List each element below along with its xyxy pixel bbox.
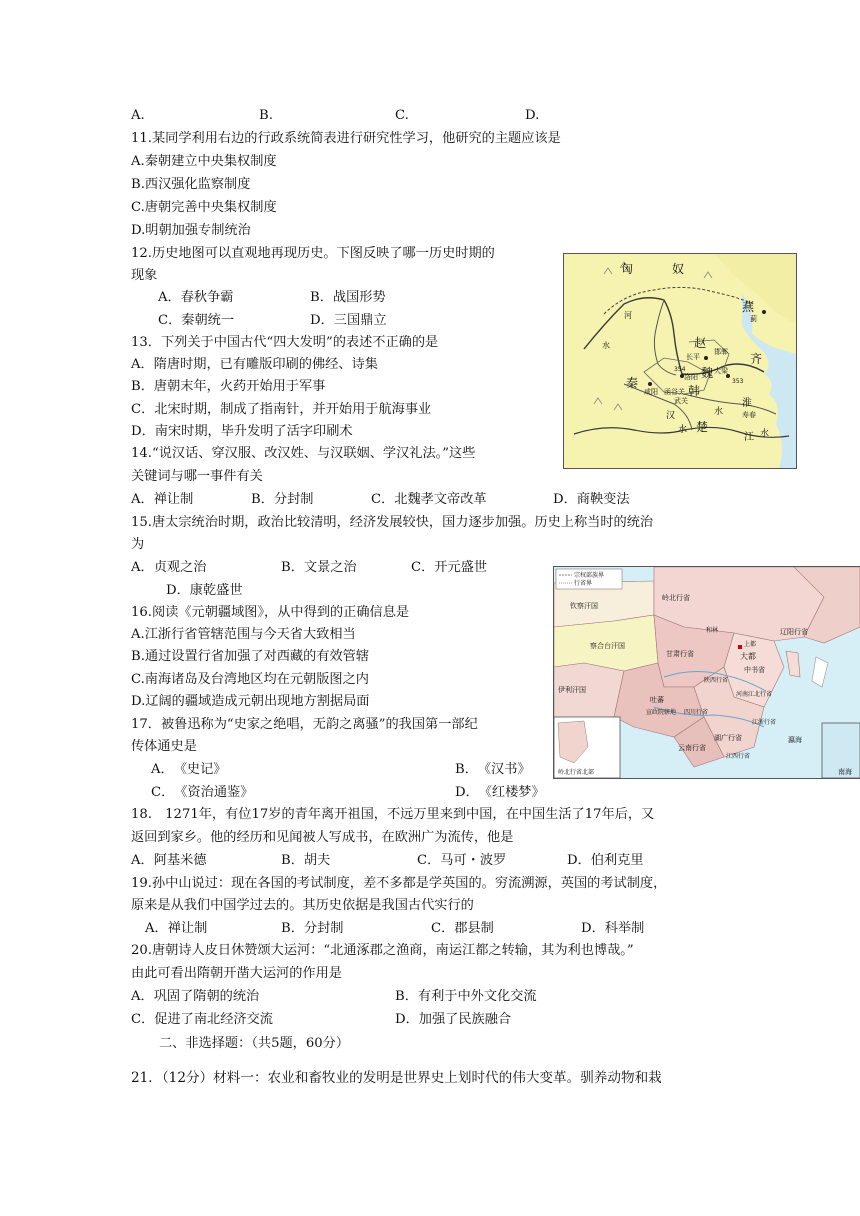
map2-label: 云南行省 xyxy=(678,744,706,752)
q17-option-c: C． 《资治通鉴》 xyxy=(151,785,254,800)
map1-label: 韩 xyxy=(688,384,701,398)
q18-option-c: C．马可・波罗 xyxy=(417,853,507,868)
map1-label: 函谷关 xyxy=(664,388,685,396)
q15-option-b: B．文景之治 xyxy=(281,560,357,575)
warring-states-map xyxy=(563,253,797,469)
q12-option-c: C．秦朝统一 xyxy=(158,313,235,328)
q12-stem: 12.历史地图可以直观地再现历史。下图反映了哪一历史时期的 xyxy=(131,246,495,261)
map2-label: 辽阳行省 xyxy=(780,628,808,636)
map1-label: 匈 xyxy=(621,262,634,276)
map1-label: 齐 xyxy=(750,352,763,366)
q19-option-a: A．禅让制 xyxy=(145,921,208,936)
q10-option-c: C. xyxy=(395,108,409,123)
map1-label: 洛阳 xyxy=(684,373,698,381)
q10-option-d: D. xyxy=(525,108,540,123)
q14-stem-cont: 关键词与哪一事件有关 xyxy=(131,469,263,484)
q13-stem: 13．下列关于中国古代“四大发明”的表述不正确的是 xyxy=(131,335,439,350)
q20-option-c: C．促进了南北经济交流 xyxy=(131,1012,273,1027)
q16-option-b: B.通过设置行省加强了对西藏的有效管辖 xyxy=(131,649,370,664)
q13-option-a: A．隋唐时期，已有雕版印刷的佛经、诗集 xyxy=(131,357,378,372)
q17-stem: 17．被鲁迅称为“史家之绝唱，无韵之离骚”的我国第一部纪 xyxy=(131,717,478,732)
map2-label: 四川行省 xyxy=(684,709,709,716)
q16-option-c: C.南海诸岛及台湾地区均在元朝版图之内 xyxy=(131,672,369,687)
q19-option-c: C．郡县制 xyxy=(431,921,494,936)
map1-label: 奴 xyxy=(672,262,685,276)
q18-option-a: A．阿基米德 xyxy=(131,853,207,868)
q19-stem-cont: 原来是从我们中国学过去的。其历史依据是我国古代实行的 xyxy=(131,898,474,913)
q16-option-d: D.辽阔的疆域造成元朝出现地方割据局面 xyxy=(131,694,370,709)
map1-label: 咸阳 xyxy=(644,388,658,396)
q13-option-d: D．南宋时期，毕升发明了活字印刷术 xyxy=(131,424,353,439)
q19-option-b: B．分封制 xyxy=(281,921,344,936)
map2-label: 岭北行省北部 xyxy=(558,769,595,776)
map1-label: 淮 xyxy=(742,398,752,409)
map1-label: 大梁 xyxy=(714,367,728,375)
q17-option-b: B． 《汉书》 xyxy=(455,762,531,777)
q12-option-d: D．三国鼎立 xyxy=(310,313,387,328)
q21-stem: 21．（12分）材料一：农业和畜牧业的发明是世界史上划时代的伟大变革。驯养动物和栽 xyxy=(131,1070,662,1086)
map2-legend: 行省界 xyxy=(574,580,593,587)
map2-label: 陕西行省 xyxy=(704,677,729,684)
map1-label: 354 xyxy=(674,366,686,373)
map2-label: 上都 xyxy=(744,641,757,648)
q20-option-b: B．有利于中外文化交流 xyxy=(395,989,537,1004)
map1-label: 水 xyxy=(760,429,770,439)
map2-label: 察合台汗国 xyxy=(590,642,625,650)
map2-label: 江浙行省 xyxy=(752,719,777,726)
q15-stem: 15.唐太宗统治时期，政治比较清明，经济发展较快，国力逐步加强。历史上称当时的统治 xyxy=(131,515,654,530)
q15-option-d: D．康乾盛世 xyxy=(166,583,243,598)
map1-label: 水 xyxy=(602,341,610,350)
q14-option-b: B．分封制 xyxy=(251,492,314,507)
map2-label: 瀛海 xyxy=(788,736,802,744)
q15-stem-cont: 为 xyxy=(131,537,145,552)
yuan-territory-map xyxy=(553,566,860,779)
q11-option-d: D.明朝加强专制统治 xyxy=(131,223,251,238)
map2-label: 南海 xyxy=(838,768,852,776)
map1-label: 353 xyxy=(732,378,744,385)
map2-label: 宣政院辖地 xyxy=(646,709,677,716)
q17-option-d: D． 《红楼梦》 xyxy=(455,785,545,800)
q13-option-c: C．北宋时期，制成了指南针，并开始用于航海事业 xyxy=(131,402,432,417)
q18-option-b: B．胡夫 xyxy=(281,853,331,868)
q11-stem: 11.某同学利用右边的行政系统简表进行研究性学习，他研究的主题应该是 xyxy=(131,131,561,146)
map1-label: 水 xyxy=(714,407,724,417)
map2-label: 大都 xyxy=(740,652,756,661)
q20-option-d: D．加强了民族融合 xyxy=(395,1012,512,1027)
q14-option-d: D．商鞅变法 xyxy=(553,492,630,507)
q15-option-c: C．开元盛世 xyxy=(411,560,488,575)
map1-label: 江 xyxy=(744,432,754,443)
q14-stem: 14.“说汉话、穿汉服、改汉姓、与汉联姻、学汉礼法。”这些 xyxy=(131,446,476,461)
map1-label: 长平 xyxy=(686,353,700,361)
q11-option-c: C.唐朝完善中央集权制度 xyxy=(131,200,277,215)
map2-label: 江西行省 xyxy=(726,753,751,760)
q20-stem-cont: 由此可看出隋朝开凿大运河的作用是 xyxy=(131,966,342,981)
q14-option-a: A．禅让制 xyxy=(131,492,194,507)
q19-option-d: D．科举制 xyxy=(581,921,645,936)
q18-stem: 18. 1271年，有位17岁的青年离开祖国，不远万里来到中国，在中国生活了17年后，又 xyxy=(131,807,655,822)
map1-label: 河 xyxy=(624,311,632,320)
q18-option-d: D．伯利克里 xyxy=(567,853,644,868)
q11-option-b: B.西汉强化监察制度 xyxy=(131,177,251,192)
map1-label: 楚 xyxy=(696,420,709,434)
q13-option-b: B．唐朝末年，火药开始用于军事 xyxy=(131,379,326,394)
map2-label: 吐蕃 xyxy=(650,696,664,704)
q12-stem-cont: 现象 xyxy=(131,268,158,283)
q19-stem: 19.孙中山说过：现在各国的考试制度，差不多都是学英国的。穷流溯源，英国的考试制度， xyxy=(131,876,667,891)
q11-option-a: A.秦朝建立中央集权制度 xyxy=(131,154,277,169)
map2-label: 湖广行省 xyxy=(714,734,742,742)
map2-label: 中书省 xyxy=(744,666,765,674)
q16-stem: 16.阅读《元朝疆域图》，从中得到的正确信息是 xyxy=(131,605,410,620)
map1-label: 燕 xyxy=(742,300,755,314)
q12-option-a: A．春秋争霸 xyxy=(158,290,234,305)
q17-option-a: A． 《史记》 xyxy=(151,762,227,777)
map1-label: 蓟 xyxy=(750,315,757,323)
map1-label: 武关 xyxy=(674,397,688,405)
map2-label: 伊利汗国 xyxy=(558,686,586,694)
map1-label: 秦 xyxy=(626,376,639,390)
q17-stem-cont: 传体通史是 xyxy=(131,739,197,754)
q18-stem-cont: 返回到家乡。他的经历和见闻被人写成书，在欧洲广为流传，他是 xyxy=(131,830,514,845)
map2-label: 河南江北行省 xyxy=(736,691,773,698)
q12-option-b: B．战国形势 xyxy=(310,290,386,305)
q10-option-b: B. xyxy=(259,108,273,123)
map1-label: 赵 xyxy=(694,336,707,350)
map2-label: 钦察汗国 xyxy=(570,602,598,610)
q20-stem: 20.唐朝诗人皮日休赞颂大运河：“北通涿郡之渔商，南运江都之转输，其为利也博哉。” xyxy=(131,943,634,958)
map1-label: 魏 xyxy=(701,366,714,380)
map1-label: 水 xyxy=(678,425,688,435)
q16-option-a: A.江浙行省管辖范围与今天省大致相当 xyxy=(131,627,356,642)
map1-label: 邯郸 xyxy=(714,348,728,356)
map1-label: 寿春 xyxy=(742,411,756,419)
q20-option-a: A．巩固了隋朝的统治 xyxy=(131,989,260,1004)
q14-option-c: C．北魏孝文帝改革 xyxy=(371,492,487,507)
map2-legend: 宗权部族界 xyxy=(574,572,605,579)
q15-option-a: A．贞观之治 xyxy=(131,560,207,575)
map1-label: 汉 xyxy=(666,411,676,421)
map2-label: 岭北行省 xyxy=(662,594,690,602)
section-heading: 二、非选择题：（共5题，60分） xyxy=(159,1036,350,1051)
map-terrain xyxy=(554,567,860,778)
map2-label: 和林 xyxy=(706,627,719,634)
q10-option-a: A. xyxy=(131,108,145,123)
map2-label: 甘肃行省 xyxy=(666,650,694,658)
